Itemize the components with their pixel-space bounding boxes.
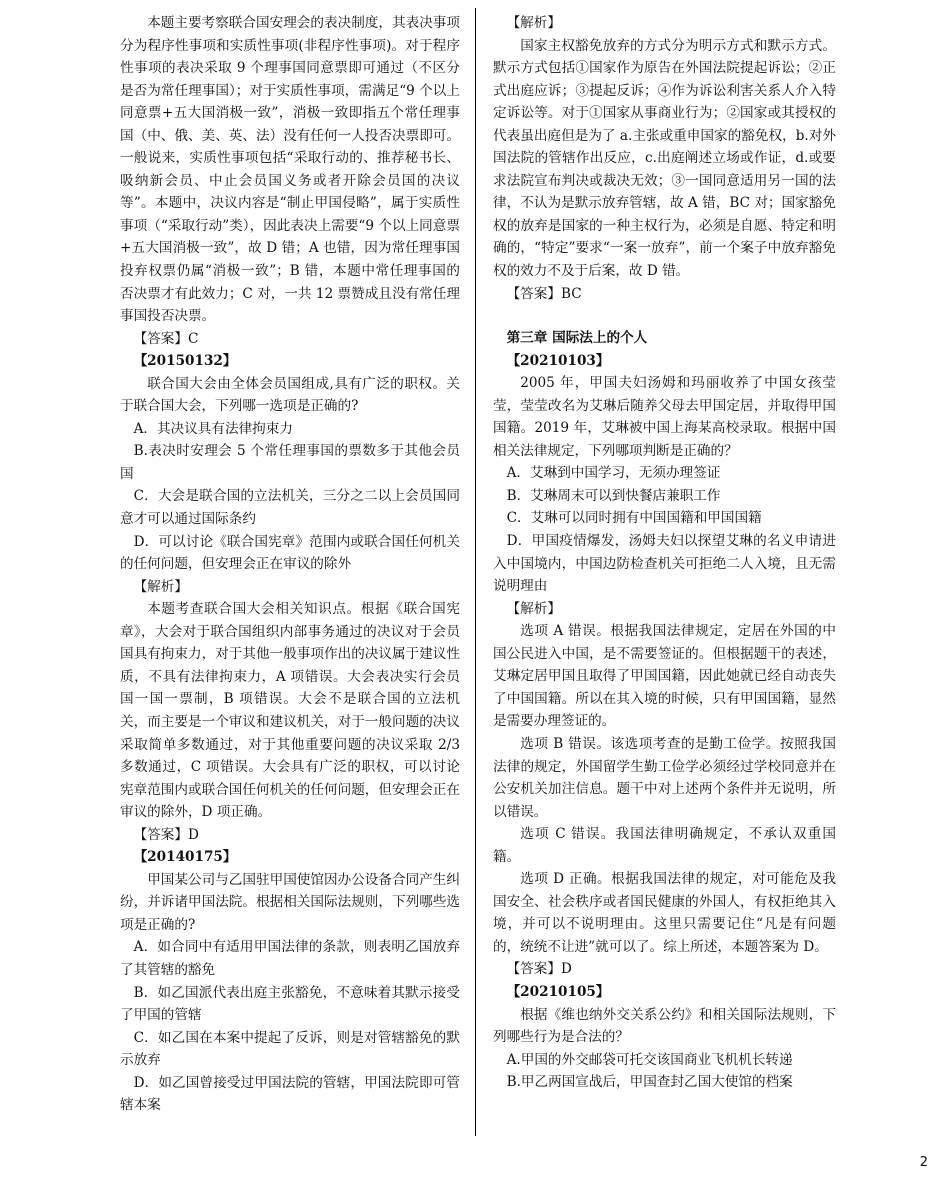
intro-paragraph: 本题主要考察联合国安理会的表决制度，其表决事项分为程序性事项和实质性事项(非程序性事项)。对于程序性事项的表决采取 9 个理事国同意票即可通过（不区分是否为常任理事国）；对于实质性事项，需满足“9 个以上同意票+五大国消极一致”，消极一致即指五个常任理事国（中、俄、美、英、法）没有任何一人投否决票即可。一般说来，实质性事项包括“采取行动的、推荐秘书长、吸纳新会员、中止会员国义务或者开除会员国的决议等”。本题中，决议内容是“制止甲国侵略”，属于实质性事项（“采取行动”类），因此表决上需要“9 个以上同意票+五大国消极一致”，故 D 错；A 也错，因为常任理事国投弃权票仍属“消极一致”；B 错，本题中常任理事国的否决票才有此效力；C 对，一共 12 票赞成且没有常任理事国投否决票。	[120, 15, 460, 325]
analysis-paragraph: 选项 B 错误。该选项考查的是勤工俭学。按照我国法律的规定，外国留学生勤工俭学必须经过学校同意并在公安机关加注信息。题干中对上述两个条件并无说明，所以错误。	[493, 735, 836, 820]
question-tag: 【20210103】	[506, 352, 610, 369]
analysis-paragraph: 本题考查联合国大会相关知识点。根据《联合国宪章》，大会对于联合国组织内部事务通过的决议对于会员国具有拘束力，对于其他一般事项作出的决议属于建议性质，不具有法律拘束力，A 项错误。大会表决实行会员国一国一票制，B 项错误。大会不是联合国的立法机关，而主要是一个审议和建议机关，对于一般问题的决议采取简单多数通过，对于其他重要问题的决议采取 2/3 多数通过，C 项错误。大会具有广泛的职权，可以讨论宪章范围内或联合国任何机关的任何问题，但安理会正在审议的除外，D 项正确。	[120, 601, 460, 821]
analysis-label: 【解析】	[133, 578, 188, 595]
page-number: 2	[919, 1155, 928, 1170]
analysis-paragraph: 选项 A 错误。根据我国法律规定，定居在外国的中国公民进入中国，是不需要签证的。但根据题干的表述，艾琳定居甲国且取得了甲国国籍，因此她就已经自动丧失了中国国籍。所以在其入境的时候，只有甲国国籍，显然是需要办理签证的。	[493, 623, 836, 730]
option-a: A．其决议具有法律拘束力	[133, 420, 293, 437]
analysis-paragraph: 国家主权豁免放弃的方式分为明示方式和默示方式。默示方式包括①国家作为原告在外国法院提起诉讼；②正式出庭应诉；③提起反诉；④作为诉讼利害关系人介入特定诉讼等。对于①国家从事商业行为；②国家或其授权的代表虽出庭但是为了 a.主张或重申国家的豁免权，b.对外国法院的管辖作出反应，c.出庭阐述立场或作证，d.或要求法院宣布判决或裁决无效；③一国同意适用另一国的法律，不认为是默示放弃管辖，故 A 错，BC 对；国家豁免权的放弃是国家的一种主权行为，必须是自愿、特定和明确的，“特定”要求“一案一放弃”，前一个案子中放弃豁免权的效力不及于后案，故 D 错。	[493, 37, 836, 280]
option-a: A．如合同中有适用甲国法律的条款，则表明乙国放弃了其管辖的豁免	[120, 939, 460, 978]
question-stem: 甲国某公司与乙国驻甲国使馆因办公设备合同产生纠纷，并诉诸甲国法院。根据相关国际法规则，下列哪些选项是正确的?	[120, 871, 460, 933]
left-column	[120, 12, 460, 1117]
option-d: D．甲国疫情爆发，汤姆夫妇以探望艾琳的名义申请进入中国境内，中国边防检查机关可拒绝二人入境，且无需说明理由	[493, 533, 836, 595]
question-tag: 【20150132】	[133, 353, 237, 370]
column-divider	[475, 8, 476, 1136]
option-a: A.甲国的外交邮袋可托交该国商业飞机机长转递	[506, 1051, 793, 1068]
answer-label: 【答案】BC	[506, 285, 582, 302]
option-b: B.甲乙两国宣战后，甲国查封乙国大使馆的档案	[506, 1074, 793, 1091]
question-tag: 【20210105】	[506, 983, 610, 1000]
analysis-paragraph: 选项 C 错误。我国法律明确规定，不承认双重国籍。	[493, 826, 836, 865]
option-d: D．如乙国曾接受过甲国法院的管辖，甲国法院即可管辖本案	[120, 1074, 460, 1114]
option-c: C．如乙国在本案中提起了反诉，则是对管辖豁免的默示放弃	[120, 1029, 460, 1069]
option-c: C．艾琳可以同时拥有中国国籍和甲国国籍	[506, 510, 762, 527]
right-column	[493, 12, 836, 1094]
chapter-heading: 第三章 国际法上的个人	[506, 330, 648, 347]
question-stem: 联合国大会由全体会员国组成,具有广泛的职权。关于联合国大会，下列哪一选项是正确的?	[120, 375, 460, 415]
option-c: C．大会是联合国的立法机关，三分之二以上会员国同意才可以通过国际条约	[120, 488, 460, 528]
question-tag: 【20140175】	[133, 849, 237, 866]
answer-label: 【答案】D	[506, 961, 572, 978]
analysis-paragraph: 选项 D 正确。根据我国法律的规定，对可能危及我国安全、社会秩序或者国民健康的外国人，有权拒绝其入境，并可以不说明理由。这里只需要记住“凡是有问题的，统统不让进”就可以了。综上所述，本题答案为 D。	[493, 871, 836, 955]
option-b: B．如乙国派代表出庭主张豁免，不意味着其默示接受了甲国的管辖	[120, 984, 460, 1024]
option-b: B．艾琳周末可以到快餐店兼职工作	[506, 487, 721, 504]
question-stem: 根据《维也纳外交关系公约》和相关国际法规则，下列哪些行为是合法的？	[493, 1006, 836, 1046]
option-a: A．艾琳到中国学习，无须办理签证	[506, 465, 721, 482]
option-d: D．可以讨论《联合国宪章》范围内或联合国任何机关的任何问题，但安理会正在审议的除外	[120, 533, 460, 573]
option-b: B.表决时安理会 5 个常任理事国的票数多于其他会员国	[120, 443, 460, 482]
analysis-label: 【解析】	[506, 600, 561, 617]
answer-label: 【答案】D	[133, 826, 199, 843]
intro-answer: 【答案】C	[133, 330, 199, 347]
question-stem: 2005 年，甲国夫妇汤姆和玛丽收养了中国女孩莹莹，莹莹改名为艾琳后随养父母去甲国定居，并取得甲国国籍。2019 年，艾琳被中国上海某高校录取。根据中国相关法律规定，下列哪项判断是正确的？	[493, 375, 836, 459]
analysis-label: 【解析】	[506, 15, 561, 31]
